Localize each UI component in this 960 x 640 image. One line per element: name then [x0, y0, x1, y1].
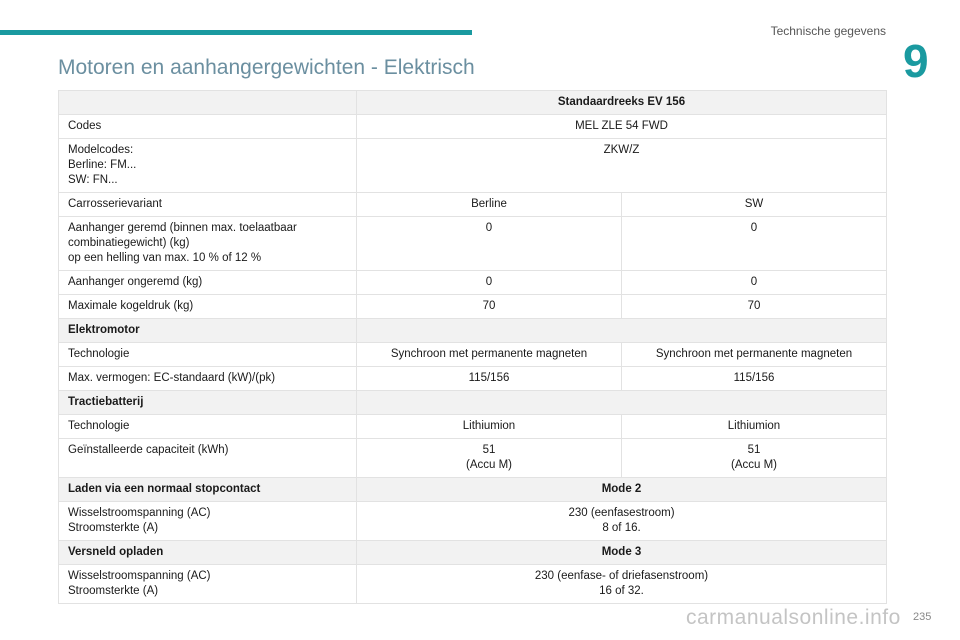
- label-line: combinatiegewicht) (kg): [68, 237, 190, 249]
- row-label: Carrosserievariant: [59, 193, 357, 217]
- table-row: [59, 367, 887, 391]
- table-group-row: [59, 391, 887, 415]
- group-empty: [357, 319, 887, 343]
- label-line: Wisselstroomspanning (AC): [68, 570, 211, 582]
- row-value: [357, 439, 622, 478]
- label-line: Stroomsterkte (A): [68, 585, 159, 597]
- label-line: SW: FN...: [68, 174, 118, 186]
- label-line: Stroomsterkte (A): [68, 522, 159, 534]
- value-line: 8 of 16.: [602, 522, 641, 534]
- page-number: 235: [913, 611, 932, 623]
- table-header-row: [59, 91, 887, 115]
- table-row: [59, 343, 887, 367]
- table-row: [59, 295, 887, 319]
- row-value: Lithiumion: [622, 415, 887, 439]
- value-line: 51: [747, 444, 761, 456]
- row-label: [59, 139, 357, 193]
- table-header-empty: [59, 91, 357, 115]
- label-line: Berline: FM...: [68, 159, 137, 171]
- row-value: 0: [622, 217, 887, 271]
- value-line: (Accu M): [731, 459, 777, 471]
- row-label: Aanhanger ongeremd (kg): [59, 271, 357, 295]
- row-value: Synchroon met permanente magneten: [357, 343, 622, 367]
- table-row: [59, 271, 887, 295]
- table-row: [59, 217, 887, 271]
- table-header-series: Standaardreeks EV 156: [357, 91, 887, 115]
- label-line: Wisselstroomspanning (AC): [68, 507, 211, 519]
- row-value: 115/156: [357, 367, 622, 391]
- table-row: [59, 439, 887, 478]
- row-value: [357, 565, 887, 604]
- group-empty: [357, 391, 887, 415]
- table-row: [59, 193, 887, 217]
- section-title: Technische gegevens: [770, 24, 886, 38]
- row-value: MEL ZLE 54 FWD: [357, 115, 887, 139]
- value-line: 51: [482, 444, 496, 456]
- group-label-tractiebatterij: Tractiebatterij: [59, 391, 357, 415]
- table-group-row: [59, 541, 887, 565]
- row-value: 115/156: [622, 367, 887, 391]
- row-label: [59, 217, 357, 271]
- row-value: 70: [357, 295, 622, 319]
- table-row: [59, 115, 887, 139]
- group-label-versneld: Versneld opladen: [59, 541, 357, 565]
- label-line: op een helling van max. 10 % of 12 %: [68, 252, 262, 264]
- header-accent-bar: [0, 30, 472, 35]
- group-mode: Mode 3: [357, 541, 887, 565]
- table-row: [59, 565, 887, 604]
- row-value: SW: [622, 193, 887, 217]
- row-value: Synchroon met permanente magneten: [622, 343, 887, 367]
- chapter-number: 9: [903, 35, 929, 87]
- row-label: Maximale kogeldruk (kg): [59, 295, 357, 319]
- row-label: Codes: [59, 115, 357, 139]
- value-line: 230 (eenfase- of driefasenstroom): [534, 570, 709, 582]
- page-title: Motoren en aanhangergewichten - Elektrisch: [58, 56, 475, 79]
- row-value: 0: [622, 271, 887, 295]
- table-group-row: [59, 478, 887, 502]
- spec-table: [58, 90, 887, 604]
- value-line: (Accu M): [466, 459, 512, 471]
- group-label-elektromotor: Elektromotor: [59, 319, 357, 343]
- watermark-text: carmanualsonline.info: [686, 606, 901, 629]
- row-value: 70: [622, 295, 887, 319]
- row-value: ZKW/Z: [357, 139, 887, 193]
- row-value: [622, 439, 887, 478]
- row-value: Lithiumion: [357, 415, 622, 439]
- table-row: [59, 502, 887, 541]
- group-label-normaal: Laden via een normaal stopcontact: [59, 478, 357, 502]
- table-row: [59, 139, 887, 193]
- row-label: [59, 565, 357, 604]
- row-label: Technologie: [59, 415, 357, 439]
- table-group-row: [59, 319, 887, 343]
- value-line: 230 (eenfasestroom): [568, 507, 675, 519]
- row-label: [59, 502, 357, 541]
- group-mode: Mode 2: [357, 478, 887, 502]
- row-value: Berline: [357, 193, 622, 217]
- row-value: 0: [357, 271, 622, 295]
- label-line: Modelcodes:: [68, 144, 134, 156]
- label-line: Aanhanger geremd (binnen max. toelaatbaar: [68, 222, 297, 234]
- row-label: Max. vermogen: EC-standaard (kW)/(pk): [59, 367, 357, 391]
- row-value: 0: [357, 217, 622, 271]
- row-label: Geïnstalleerde capaciteit (kWh): [59, 439, 357, 478]
- value-line: 16 of 32.: [599, 585, 644, 597]
- row-label: Technologie: [59, 343, 357, 367]
- table-row: [59, 415, 887, 439]
- row-value: [357, 502, 887, 541]
